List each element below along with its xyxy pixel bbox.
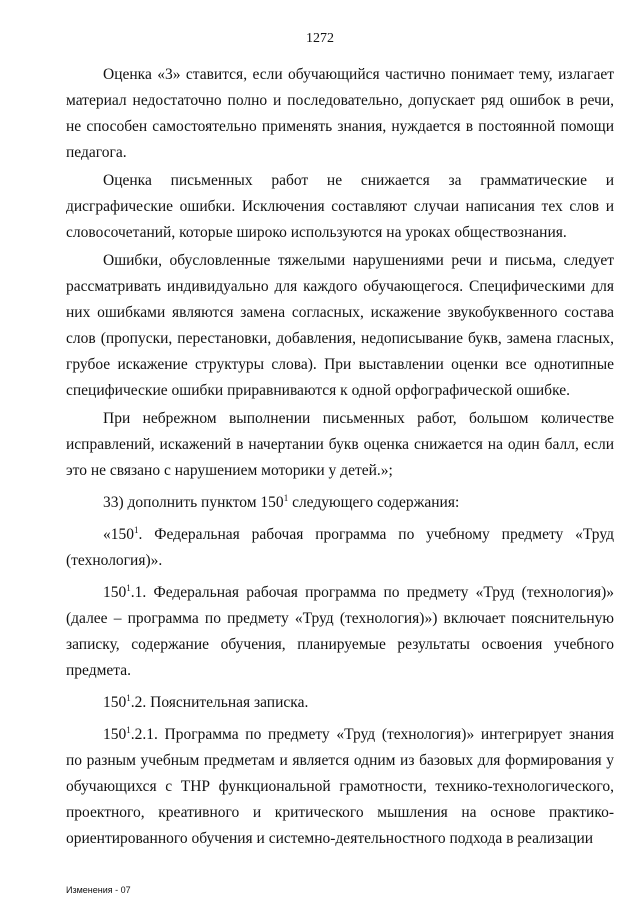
paragraph-grade-3: Оценка «3» ставится, если обучающийся частично понимает тему, излагает материал недостаточно полно и последовательно, допускает ряд ошибок в речи, не способен самостоятельно применять знания, нуждается в постоянной помощи педагога. xyxy=(66,66,614,161)
paragraph-150-1-rest: . Федеральная рабочая программа по учебному предмету «Труд (технология)». xyxy=(66,526,614,569)
paragraph-150-1-2-1-text: 150 xyxy=(103,726,127,743)
paragraph-careless-work: При небрежном выполнении письменных работ, большом количестве исправлений, искажений в начертании букв оценка снижается на один балл, если это не связано с нарушением моторики у детей.»; xyxy=(66,410,614,479)
paragraph-item-33-rest: следующего содержания: xyxy=(288,494,460,511)
paragraph-150-1-1-text: 150 xyxy=(103,584,127,601)
superscript: 1 xyxy=(126,724,131,735)
footer-note: Изменения - 07 xyxy=(66,885,131,895)
paragraph-written-works: Оценка письменных работ не снижается за грамматические и дисграфические ошибки. Исключения составляют случаи написания тех слов и словосочетаний, которые широко используются на уроках обществознания. xyxy=(66,172,614,241)
paragraph-150-1-2-1 xyxy=(66,722,614,852)
paragraph-150-1-2-text: 150 xyxy=(103,694,127,711)
superscript: 1 xyxy=(283,492,289,503)
page-number: 1272 xyxy=(306,31,334,46)
superscript: 1 xyxy=(126,692,131,703)
paragraph-150-1-1 xyxy=(66,580,614,684)
paragraph-150-1-2 xyxy=(66,690,614,716)
superscript: 1 xyxy=(126,582,131,593)
paragraph-150-1 xyxy=(66,522,614,574)
paragraph-150-1-1-rest: .1. Федеральная рабочая программа по предмету «Труд (технология)» (далее – программа по предмету «Труд (технология)») включает пояснительную записку, содержание обучения, планируемые результаты освоения учебного предмета. xyxy=(66,584,614,679)
paragraph-speech-errors: Ошибки, обусловленные тяжелыми нарушениями речи и письма, следует рассматривать индивидуально для каждого обучающегося. Специфическими для них ошибками являются замена согласных, искажение звукобуквенного состава слов (пропуски, перестановки, добавления, недописывание букв, замена гласных, грубое искажение структуры слова). При выставлении оценки все однотипные специфические ошибки приравниваются к одной орфографической ошибке. xyxy=(66,252,614,399)
paragraph-item-33 xyxy=(66,490,614,516)
paragraph-150-1-2-1-rest: .2.1. Программа по предмету «Труд (технология)» интегрирует знания по разным учебным предметам и является одним из базовых для формирования у обучающихся с ТНР функциональной грамотности, технико-технологического, проектного, креативного и критического мышления на основе практико-ориентированного обучения и системно-деятельностного подхода в реализации xyxy=(66,726,614,847)
paragraph-150-1-text: «150 xyxy=(103,526,134,543)
superscript: 1 xyxy=(134,524,139,535)
body-text xyxy=(66,62,614,854)
paragraph-item-33-text: 33) дополнить пунктом 150 xyxy=(103,494,284,511)
paragraph-150-1-2-rest: .2. Пояснительная записка. xyxy=(130,694,309,711)
